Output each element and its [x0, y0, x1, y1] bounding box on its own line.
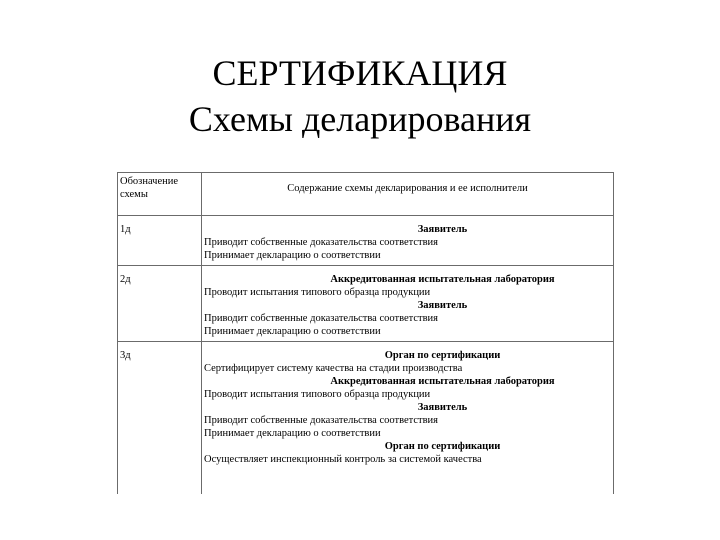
action-text: Проводит испытания типового образца продукции	[204, 389, 431, 400]
scheme-code: 3д	[118, 342, 202, 495]
table-row	[118, 266, 614, 342]
executor-name: Орган по сертификации	[384, 350, 501, 361]
executor-name: Заявитель	[417, 300, 468, 311]
slide-subtitle: Схемы деларирования	[188, 99, 532, 139]
header-scheme-code: Обозначение схемы	[118, 173, 202, 216]
scheme-content	[202, 342, 614, 495]
executor-name: Заявитель	[417, 224, 468, 235]
scheme-content	[202, 266, 614, 342]
action-text: Осуществляет инспекционный контроль за системой качества	[204, 454, 482, 465]
table-row	[118, 216, 614, 266]
table-header-row	[118, 173, 614, 216]
action-text: Проводит испытания типового образца продукции	[204, 287, 431, 298]
executor-name: Орган по сертификации	[384, 441, 501, 452]
action-text: Принимает декларацию о соответствии	[204, 250, 381, 261]
header-scheme-content: Содержание схемы декларирования и ее исполнители	[202, 173, 614, 216]
executor-name: Аккредитованная испытательная лаборатория	[330, 274, 555, 285]
scheme-code: 1д	[118, 216, 202, 266]
action-text: Принимает декларацию о соответствии	[204, 428, 381, 439]
scheme-content	[202, 216, 614, 266]
executor-name: Заявитель	[417, 402, 468, 413]
executor-name: Аккредитованная испытательная лаборатория	[330, 376, 555, 387]
scheme-code: 2д	[118, 266, 202, 342]
action-text: Приводит собственные доказательства соответствия	[204, 415, 438, 426]
action-text: Сертифицирует систему качества на стадии производства	[204, 363, 463, 374]
action-text: Приводит собственные доказательства соответствия	[204, 313, 438, 324]
table-row	[118, 342, 614, 495]
declaration-schemes-table	[117, 172, 614, 494]
slide-title: СЕРТИФИКАЦИЯ	[212, 53, 508, 93]
action-text: Принимает декларацию о соответствии	[204, 326, 381, 337]
action-text: Приводит собственные доказательства соответствия	[204, 237, 438, 248]
